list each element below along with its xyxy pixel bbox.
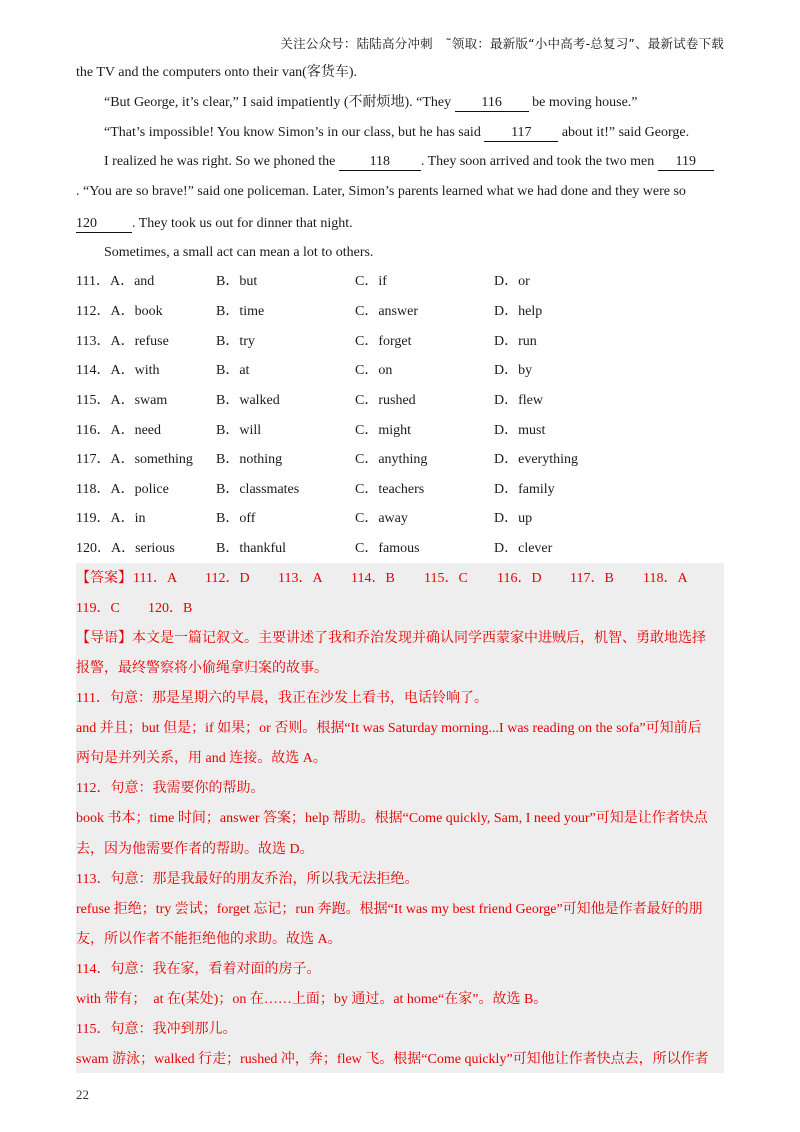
passage-text: . They took us out for dinner that night. [132,216,353,231]
explanation-line: refuse 拒绝；try 尝试；forget 忘记；run 奔跑。根据“It was my best friend George”可知他是作者最好的朋 [76,902,703,917]
q114-d: D．by [494,363,533,378]
passage-line-2 [104,94,638,112]
q118-c: C．teachers [355,482,425,497]
answer-label: 【答案】 [76,571,132,586]
q111-b: B．but [216,274,258,289]
explanation-line: 友，所以作者不能拒绝他的求助。故选 A。 [76,932,342,947]
q117-c: C．anything [355,452,428,467]
q115-b: B．walked [216,393,280,408]
answer-item: 115．C [424,571,468,586]
passage-text: be moving house.” [528,95,638,110]
q111-c: C．if [355,274,387,289]
passage-line-7: Sometimes, a small act can mean a lot to others. [104,245,374,260]
q114-c: C．on [355,363,393,378]
answer-item: 116．D [497,571,542,586]
q112-c: C．answer [355,304,418,319]
blank-117[interactable]: 117 [484,125,558,142]
q111-d: D．or [494,274,530,289]
q114-b: B．at [216,363,250,378]
q120-d: D．clever [494,541,553,556]
q118-d: D．family [494,482,555,497]
answer-item: 113．A [278,571,323,586]
q116-a: 116．A．need [76,423,162,438]
q112-b: B．time [216,304,265,319]
guide-line-1: 【导语】本文是一篇记叙文。主要讲述了我和乔治发现并确认同学西蒙家中进贼后，机智、勇敢地选择 [76,631,706,646]
q118-a: 118．A．police [76,482,169,497]
blank-120[interactable]: 120 [76,216,132,233]
explanation-line: 112．句意：我需要你的帮助。 [76,781,265,796]
explanation-line: book 书本；time 时间；answer 答案；help 帮助。根据“Come quickly, Sam, I need your”可知是让作者快点 [76,811,708,826]
answer-item: 118．A [643,571,688,586]
q120-c: C．famous [355,541,420,556]
q112-d: D．help [494,304,543,319]
passage-text: I realized he was right. So we phoned the [104,154,339,169]
q119-b: B．off [216,511,256,526]
page-number: 22 [76,1087,89,1102]
q118-b: B．classmates [216,482,300,497]
q115-a: 115．A．swam [76,393,168,408]
explanation-line: 114．句意：我在家，看着对面的房子。 [76,962,321,977]
q111-a: 111．A．and [76,274,155,289]
q117-a: 117．A．something [76,452,193,467]
answer-item: 111．A [133,571,178,586]
explanation-line: 去，因为他需要作者的帮助。故选 D。 [76,842,314,857]
blank-116[interactable]: 116 [455,95,529,112]
passage-text: . They soon arrived and took the two men [420,154,658,169]
passage-line-3 [104,124,689,142]
q117-d: D．everything [494,452,578,467]
q116-d: D．must [494,423,546,438]
passage-line-6 [76,215,353,233]
explanation-line: 111．句意：那是星期六的早晨，我正在沙发上看书，电话铃响了。 [76,691,488,706]
q116-b: B．will [216,423,262,438]
q120-b: B．thankful [216,541,286,556]
answer-item: 114．B [351,571,395,586]
q113-a: 113．A．refuse [76,334,169,349]
passage-text: about it!” said George. [558,125,690,140]
explanation-line: swam 游泳；walked 行走；rushed 冲，奔；flew 飞。根据“Come quickly”可知他让作者快点去，所以作者 [76,1052,709,1067]
answer-item: 117．B [570,571,614,586]
explanation-line: and 并且；but 但是；if 如果；or 否则。根据“It was Saturday morning...I was reading on the sofa”可知前后 [76,721,702,736]
answer-item: 119．C [76,601,120,616]
explanation-line: with 带有； at 在(某处)；on 在……上面；by 通过。at home“在家”。故选 B。 [76,992,548,1007]
blank-118[interactable]: 118 [339,154,421,171]
passage-line-5: . “You are so brave!” said one policeman. Later, Simon’s parents learned what we had done and they were so [76,184,686,199]
q113-d: D．run [494,334,537,349]
passage-text: “But George, it’s clear,” I said impatiently (不耐烦地). “They [104,95,455,110]
q114-a: 114．A．with [76,363,160,378]
guide-line-2: 报警，最终警察将小偷绳拿归案的故事。 [76,661,328,676]
page-header: 关注公众号：陆陆高分冲刺 ˜领取：最新版“小中高考-总复习”、最新试卷下载 [280,36,724,51]
answer-item: 112．D [205,571,250,586]
q116-c: C．might [355,423,412,438]
answer-item: 120．B [148,601,193,616]
q117-b: B．nothing [216,452,283,467]
q115-c: C．rushed [355,393,416,408]
q115-d: D．flew [494,393,543,408]
q113-c: C．forget [355,334,412,349]
q112-a: 112．A．book [76,304,163,319]
q119-d: D．up [494,511,533,526]
explanation-line: 115．句意：我冲到那儿。 [76,1022,237,1037]
q120-a: 120．A．serious [76,541,175,556]
blank-119[interactable]: 119 [658,154,714,171]
explanation-line: 两句是并列关系，用 and 连接。故选 A。 [76,751,327,766]
passage-line-4 [104,153,714,171]
q119-a: 119．A．in [76,511,146,526]
passage-line-1: the TV and the computers onto their van(客货车). [76,65,357,80]
q119-c: C．away [355,511,408,526]
q113-b: B．try [216,334,255,349]
passage-text: “That’s impossible! You know Simon’s in our class, but he has said [104,125,485,140]
explanation-line: 113．句意：那是我最好的朋友乔治，所以我无法拒绝。 [76,872,419,887]
